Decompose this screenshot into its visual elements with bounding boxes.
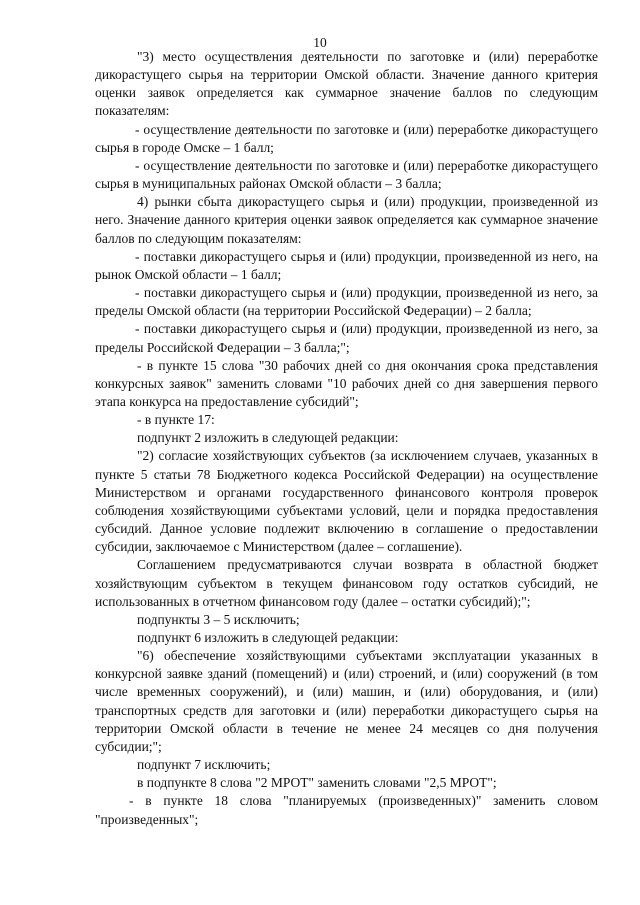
document-body: [95, 48, 598, 829]
paragraph-subclause-6-text: "6) обеспечение хозяйствующими субъектами эксплуатации указанных в конкурсной заявке зданий (помещений) и (или) строений, и (или) сооружений (в том числе временных сооружений), и (или) машин, и (или) оборудования, и (или) транспортных средств для заготовки и (или) переработки дикорастущего сырья на территории Омской области в течение не менее 24 месяцев со дня получения субсидии;";: [95, 648, 598, 754]
list-item-russian-territory: - поставки дикорастущего сырья и (или) продукции, произведенной из него, за пределы Омской области (на территории Российской Федерации) – 2 балла;: [95, 285, 598, 319]
paragraph-criterion-3: "3) место осуществления деятельности по заготовке и (или) переработке дикорастущего сырья на территории Омской области. Значение данного критерия оценки заявок определяется как суммарное значение баллов по следующим показателям:: [95, 49, 598, 119]
paragraph-subclause-7: подпункт 7 исключить;: [137, 757, 271, 773]
paragraph-subclauses-3-5: подпункты 3 – 5 исключить;: [137, 611, 300, 627]
paragraph-clause-18: - в пункте 18 слова "планируемых (произведенных)" заменить словом "произведенных";: [95, 793, 598, 827]
paragraph-subclause-8: в подпункте 8 слова "2 МРОТ" заменить словами "2,5 МРОТ";: [137, 775, 497, 791]
paragraph-criterion-4: 4) рынки сбыта дикорастущего сырья и (или) продукции, произведенной из него. Значение данного критерия оценки заявок определяется как суммарное значение баллов по следующим показателям:: [95, 194, 598, 246]
page-number: 10: [313, 35, 327, 50]
paragraph-clause-17: - в пункте 17:: [137, 412, 215, 428]
list-item-outside-russia: - поставки дикорастущего сырья и (или) продукции, произведенной из него, за пределы Российской Федерации – 3 балла;";: [95, 321, 598, 355]
list-item-omsk-market: - поставки дикорастущего сырья и (или) продукции, произведенной из него, на рынок Омской области – 1 балл;: [95, 248, 598, 282]
list-item-municipal-districts: - осуществление деятельности по заготовке и (или) переработке дикорастущего сырья в муниципальных районах Омской области – 3 балла;: [95, 157, 598, 192]
paragraph-subclause-2-text: "2) согласие хозяйствующих субъектов (за исключением случаев, указанных в пункте 5 статьи 78 Бюджетного кодекса Российской Федерации) на осуществление Министерством и органами государственного финансового контроля проверок соблюдения хозяйствующими субъектами условий, цели и порядка предоставления субсидий. Данное условие подлежит включению в соглашение о предоставлении субсидии, заключаемое с Министерством (далее – соглашение).: [95, 448, 598, 555]
paragraph-clause-15: - в пункте 15 слова "30 рабочих дней со дня окончания срока представления конкурсных заявок" заменить словами "10 рабочих дней со дня завершения первого этапа конкурса на предоставление субсидий";: [95, 357, 598, 409]
paragraph-subclause-6-intro: подпункт 6 изложить в следующей редакции:: [137, 630, 399, 645]
list-item-omsk-city: - осуществление деятельности по заготовке и (или) переработке дикорастущего сырья в городе Омске – 1 балл;: [95, 121, 598, 155]
paragraph-agreement: Соглашением предусматриваются случаи возврата в областной бюджет хозяйствующим субъектом в текущем финансовом году остатков субсидий, не использованных в отчетном финансовом году (далее – остатки субсидий);";: [95, 557, 598, 609]
paragraph-subclause-2-intro: подпункт 2 изложить в следующей редакции:: [137, 430, 399, 446]
